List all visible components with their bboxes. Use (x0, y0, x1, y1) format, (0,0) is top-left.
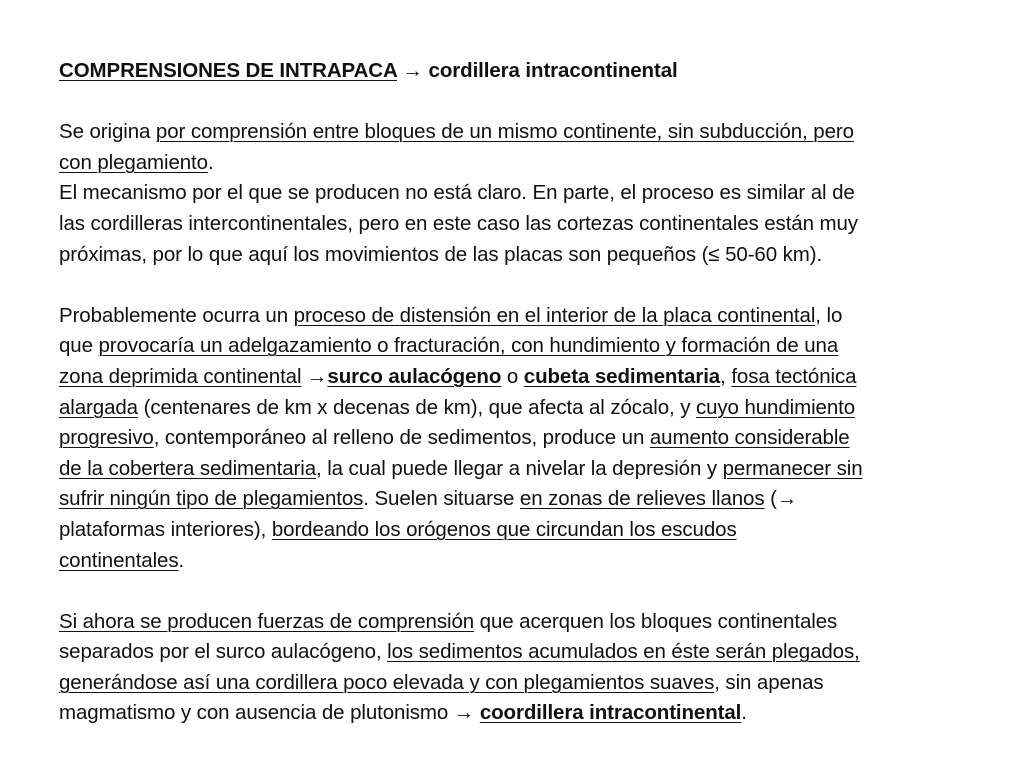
text-line (59, 484, 994, 515)
text-line (59, 117, 994, 148)
text-line (59, 331, 994, 362)
spacer (59, 87, 994, 118)
text-span: que acerquen los bloques continentales (474, 609, 838, 633)
underlined-span: bordeando los orógenos que circundan los escudos (271, 517, 737, 541)
text-span: o (501, 364, 524, 388)
text-span: plataformas interiores), (59, 517, 272, 541)
text-span: , lo (815, 303, 843, 327)
text-span: (→ (764, 487, 798, 511)
slide-text (59, 56, 994, 729)
underlined-span: en zonas de relieves llanos (519, 487, 765, 511)
text-line: las cordilleras intercontinentales, pero en este caso las cortezas continentales están muy (59, 211, 858, 235)
underlined-span: alargada (59, 395, 138, 419)
underlined-span: aumento considerable (649, 426, 850, 450)
heading (59, 56, 994, 87)
underlined-span: progresivo (59, 426, 154, 450)
text-span: (centenares de km x decenas de km), que afecta al zócalo, y (138, 395, 696, 419)
text-line: El mecanismo por el que se producen no está claro. En parte, el proceso es similar al de (59, 181, 855, 205)
text-line (59, 546, 994, 577)
underlined-span: Si ahora se producen fuerzas de comprensión (59, 609, 475, 633)
text-line (59, 607, 994, 638)
underlined-span: generándose así una cordillera poco elevada y con plegamientos suaves (59, 670, 715, 694)
text-line (59, 301, 994, 332)
text-span: Se origina (59, 120, 156, 144)
paragraph-compression (59, 607, 994, 729)
text-span: . (178, 548, 185, 572)
underlined-span: proceso de distensión en el interior de la placa continental (293, 303, 816, 327)
text-line (59, 393, 994, 424)
underlined-span: con plegamiento (59, 150, 208, 174)
term-cubeta-sedimentaria: cubeta sedimentaria (523, 364, 721, 388)
text-line (59, 148, 994, 179)
text-span: , (720, 364, 732, 388)
underlined-span: cuyo hundimiento (695, 395, 856, 419)
heading-subtitle: → cordillera intracontinental (396, 59, 678, 82)
underlined-span: provocaría un adelgazamiento o fracturación, con hundimiento y formación de una (98, 334, 839, 358)
underlined-span: sufrir ningún tipo de plegamientos (59, 487, 364, 511)
underlined-span: fosa tectónica (731, 364, 857, 388)
underlined-span: zona deprimida continental (59, 364, 302, 388)
underlined-span: por comprensión entre bloques de un mismo continente, sin subducción, pero (155, 120, 854, 144)
text-line (59, 362, 994, 393)
underlined-span: permanecer sin (722, 456, 863, 480)
underlined-span: los sedimentos acumulados en éste serán plegados, (387, 640, 860, 664)
text-line (59, 423, 994, 454)
text-line (59, 698, 994, 729)
spacer (59, 270, 994, 301)
spacer (59, 576, 994, 607)
text-span: . (207, 150, 214, 174)
heading-line (59, 56, 994, 87)
paragraph-distension (59, 301, 994, 576)
paragraph-origin (59, 117, 994, 270)
arrow-span: → (301, 364, 328, 388)
underlined-span: continentales (59, 548, 179, 572)
text-span: . (741, 701, 747, 725)
text-span: , contemporáneo al relleno de sedimentos, produce un (153, 426, 650, 450)
text-span: Probablemente ocurra un (59, 303, 294, 327)
text-span: que (59, 334, 99, 358)
term-cordillera-intracontinental: coordillera intracontinental (479, 701, 742, 725)
text-line: próximas, por lo que aquí los movimientos de las placas son pequeños (≤ 50-60 km). (59, 242, 823, 266)
underlined-span: de la cobertera sedimentaria (59, 456, 317, 480)
text-line (59, 668, 994, 699)
heading-title: COMPRENSIONES DE INTRAPACA (59, 59, 397, 82)
text-span: , la cual puede llegar a nivelar la depresión y (316, 456, 723, 480)
text-span: . Suelen situarse (363, 487, 520, 511)
term-surco-aulacogeno: surco aulacógeno (327, 364, 502, 388)
text-span: , sin apenas (714, 670, 824, 694)
text-span: separados por el surco aulacógeno, (59, 640, 388, 664)
text-span: magmatismo y con ausencia de plutonismo → (59, 701, 480, 725)
text-line (59, 454, 994, 485)
text-line (59, 515, 994, 546)
text-line (59, 637, 994, 668)
